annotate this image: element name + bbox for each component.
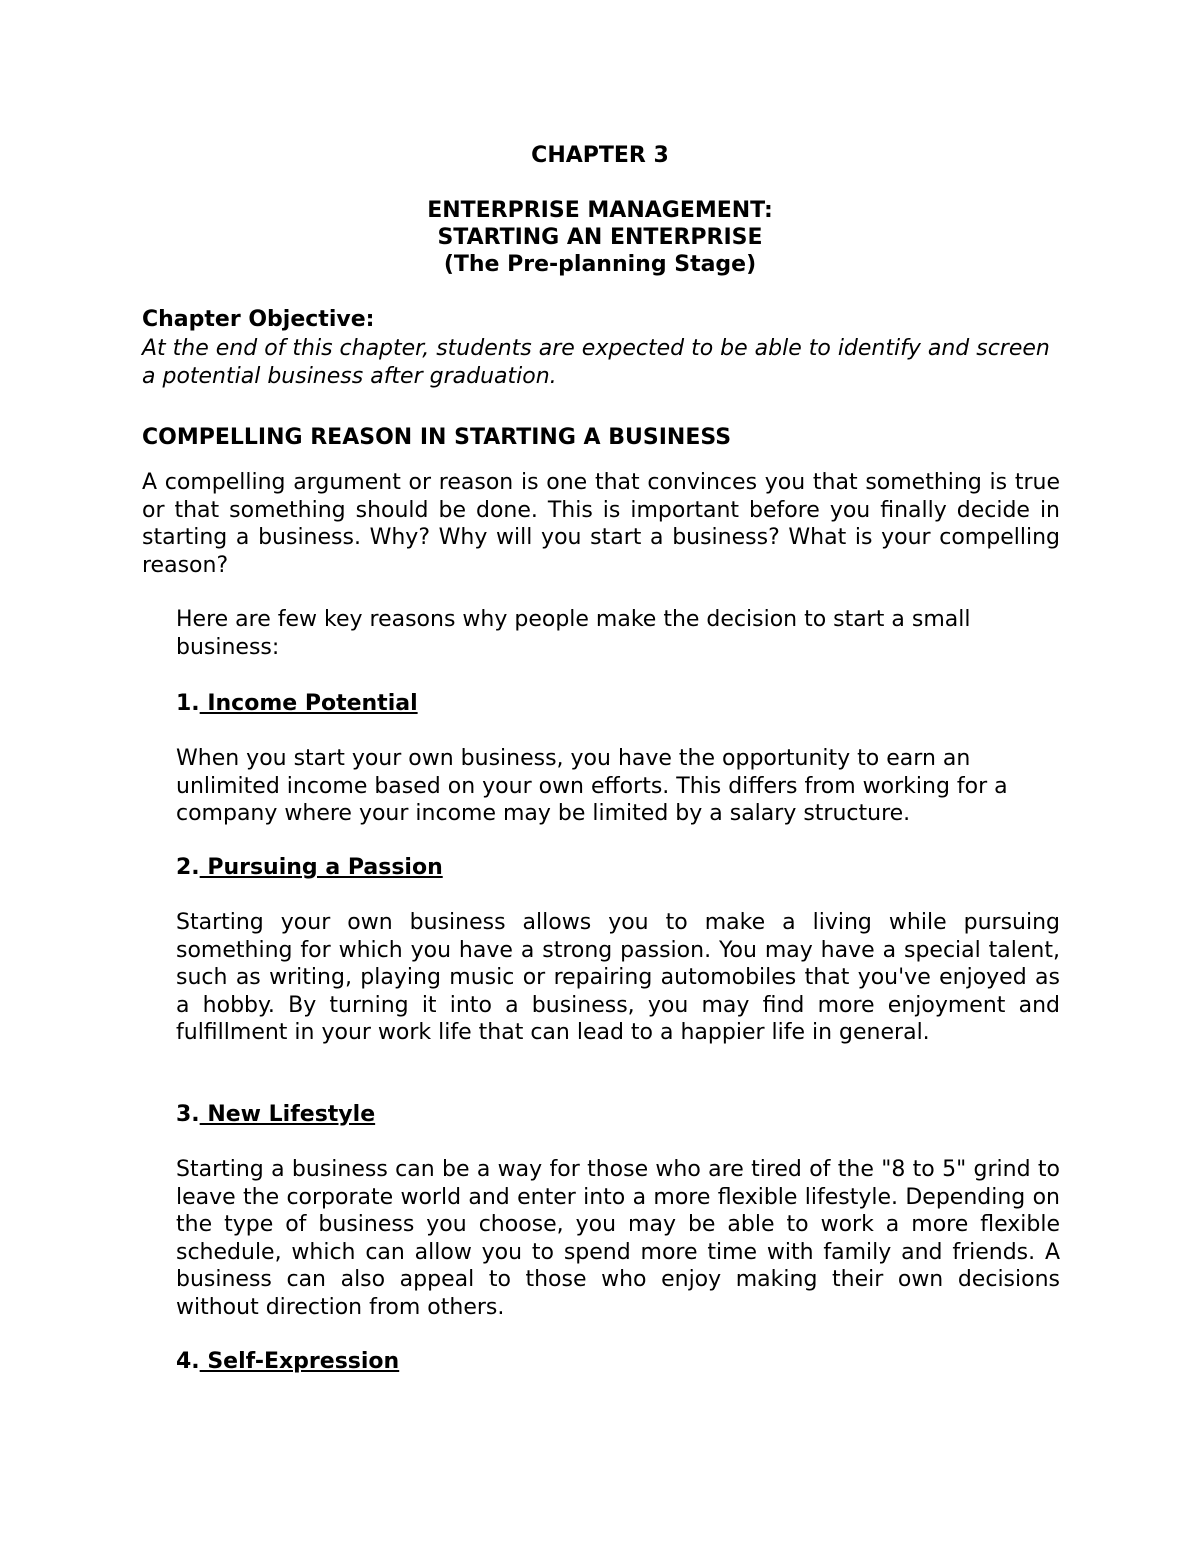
reason-heading-4	[176, 1348, 399, 1375]
reason-text-3: Starting a business can be a way for those who are tired of the "8 to 5" grind to leave the corporate world and enter into a more flexible lifestyle. Depending on the type of business you choose, you may be able to work a more flexible schedule, which can allow you to spend more time with family and friends. A business can also appeal to those who enjoy making their own decisions without direction from others.	[176, 1157, 1060, 1320]
reason-text-2: Starting your own business allows you to make a living while pursuing something for which you have a strong passion. You may have a special talent, such as writing, playing music or repairing automobiles that you've enjoyed as a hobby. By turning it into a business, you may find more enjoyment and fulfillment in your work life that can lead to a happier life in general.	[176, 910, 1060, 1045]
chapter-number: CHAPTER 3	[531, 143, 669, 168]
section-heading: COMPELLING REASON IN STARTING A BUSINESS	[142, 425, 732, 450]
reason-heading-2	[176, 854, 443, 881]
reason-title: Self-Expression	[199, 1349, 400, 1374]
section-intro: A compelling argument or reason is one that convinces you that something is true or that something should be done. This is important before you finally decide in starting a business. Why? Why will you start a business? What is your compelling reason?	[142, 470, 1060, 578]
title-line-2: STARTING AN ENTERPRISE	[437, 225, 763, 250]
reason-number: 1.	[176, 691, 200, 716]
reason-number: 3.	[176, 1102, 200, 1127]
reason-text-1: When you start your own business, you have the opportunity to earn an unlimited income based on your own efforts. This differs from working for a company where your income may be limited by a salary structure.	[176, 746, 1008, 826]
reason-number: 2.	[176, 855, 200, 880]
reason-heading-3	[176, 1101, 375, 1128]
reason-title: Income Potential	[199, 691, 418, 716]
reason-heading-1	[176, 690, 418, 717]
reason-title: Pursuing a Passion	[199, 855, 443, 880]
objective-text: At the end of this chapter, students are expected to be able to identify and screen a potential business after graduation.	[142, 336, 1050, 389]
title-line-1: ENTERPRISE MANAGEMENT:	[427, 198, 773, 223]
reasons-lead-in: Here are few key reasons why people make the decision to start a small business:	[176, 607, 971, 660]
reason-title: New Lifestyle	[199, 1102, 376, 1127]
reason-number: 4.	[176, 1349, 200, 1374]
title-line-3: (The Pre-planning Stage)	[443, 252, 757, 277]
objective-label: Chapter Objective:	[142, 307, 375, 332]
